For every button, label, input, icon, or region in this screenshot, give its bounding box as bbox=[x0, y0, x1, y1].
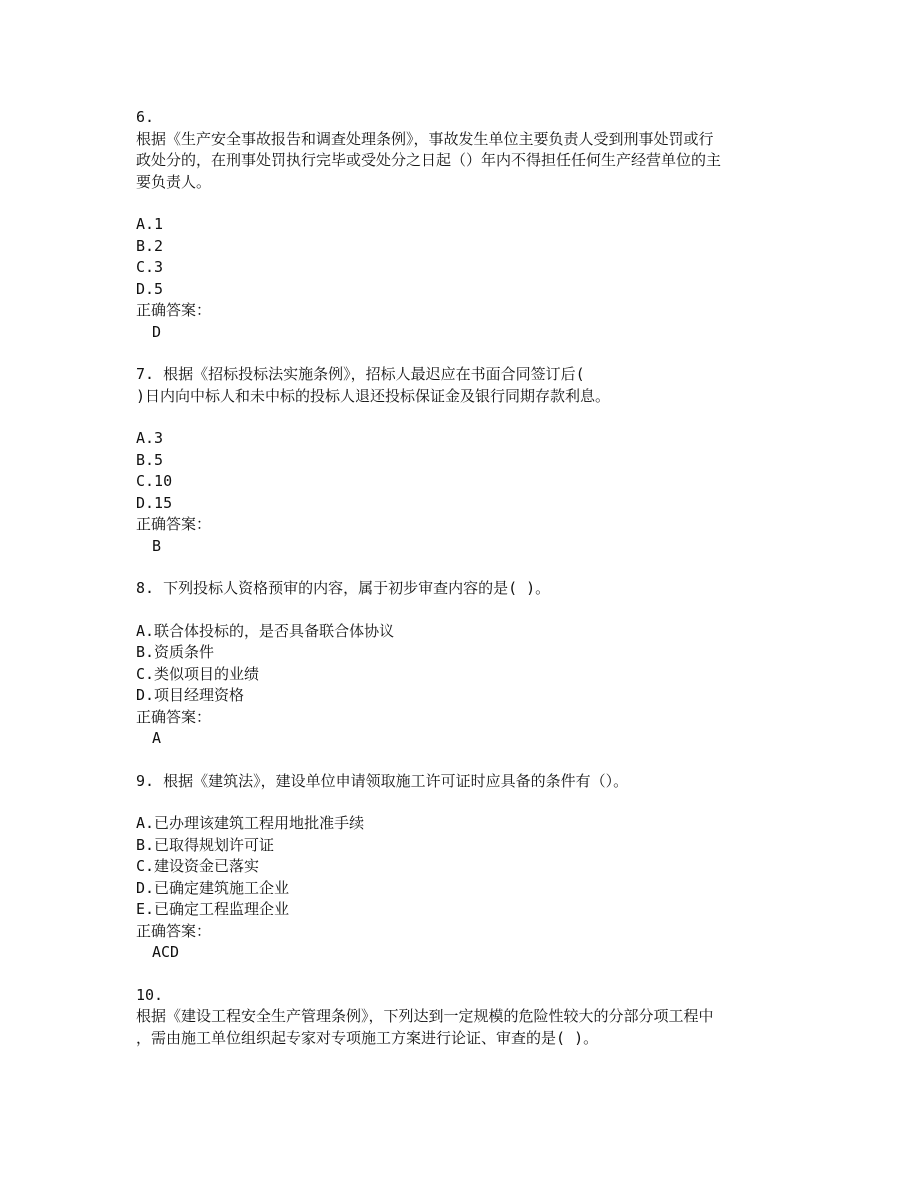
option-a: A.1 bbox=[136, 215, 164, 233]
question-9 bbox=[136, 771, 786, 964]
answer-value: ACD bbox=[152, 943, 180, 961]
question-number: 6. bbox=[136, 108, 155, 126]
question-7 bbox=[136, 364, 786, 557]
option-d: D.已确定建筑施工企业 bbox=[136, 878, 290, 897]
answer-label: 正确答案： bbox=[136, 921, 212, 940]
question-stem-line: 8. 下列投标人资格预审的内容，属于初步审查内容的是( )。 bbox=[136, 579, 551, 597]
question-number: 10. bbox=[136, 985, 164, 1004]
option-b: B.5 bbox=[136, 450, 164, 469]
answer-label: 正确答案： bbox=[136, 707, 212, 726]
option-d: D.项目经理资格 bbox=[136, 686, 245, 704]
option-c: C.类似项目的业绩 bbox=[136, 664, 260, 683]
option-a: A.3 bbox=[136, 429, 164, 447]
question-stem-line: 政处分的，在刑事处罚执行完毕或受处分之日起（）年内不得担任任何生产经营单位的主 bbox=[136, 151, 722, 169]
option-b: B.2 bbox=[136, 236, 164, 255]
option-d: D.5 bbox=[136, 279, 164, 298]
option-c: C.3 bbox=[136, 258, 164, 276]
option-d: D.15 bbox=[136, 493, 173, 512]
answer-value: A bbox=[152, 729, 162, 747]
document-page bbox=[136, 107, 786, 1070]
answer-value: D bbox=[152, 322, 162, 341]
answer-label: 正确答案： bbox=[136, 301, 212, 319]
question-stem-line: )日内向中标人和未中标的投标人退还投标保证金及银行同期存款利息。 bbox=[136, 386, 611, 405]
question-10 bbox=[136, 985, 786, 1050]
option-b: B.资质条件 bbox=[136, 643, 215, 661]
answer-label: 正确答案： bbox=[136, 515, 212, 533]
option-a: A.联合体投标的，是否具备联合体协议 bbox=[136, 621, 395, 640]
option-e: E.已确定工程监理企业 bbox=[136, 900, 290, 918]
question-6 bbox=[136, 107, 786, 343]
question-stem-line: 要负责人。 bbox=[136, 172, 212, 191]
option-c: C.10 bbox=[136, 472, 173, 490]
option-a: A.已办理该建筑工程用地批准手续 bbox=[136, 814, 365, 832]
question-stem-line: 根据《建设工程安全生产管理条例》，下列达到一定规模的危险性较大的分部分项工程中 bbox=[136, 1007, 714, 1025]
question-8 bbox=[136, 578, 786, 750]
question-stem-line: 9. 根据《建筑法》，建设单位申请领取施工许可证时应具备的条件有（）。 bbox=[136, 771, 629, 790]
option-b: B.已取得规划许可证 bbox=[136, 835, 275, 854]
answer-value: B bbox=[152, 536, 162, 555]
question-stem-line: 根据《生产安全事故报告和调查处理条例》，事故发生单位主要负责人受到刑事处罚或行 bbox=[136, 129, 714, 148]
question-stem-line: 7. 根据《招标投标法实施条例》，招标人最迟应在书面合同签订后( bbox=[136, 365, 585, 383]
option-c: C.建设资金已落实 bbox=[136, 857, 260, 875]
question-stem-line: ，需由施工单位组织起专家对专项施工方案进行论证、审查的是( )。 bbox=[136, 1028, 599, 1047]
